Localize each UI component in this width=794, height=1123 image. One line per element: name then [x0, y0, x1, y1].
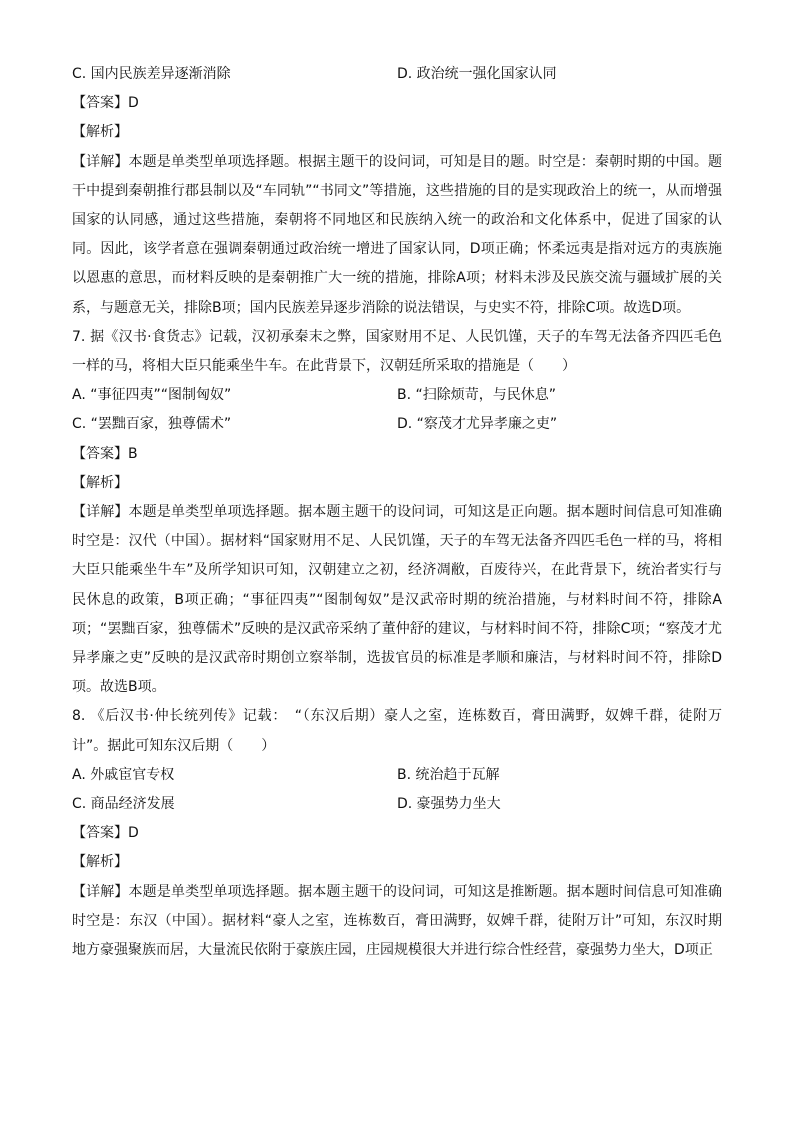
q6-options-cd — [72, 60, 722, 89]
answer-value: D — [128, 825, 139, 842]
answer-value: D — [128, 95, 139, 112]
q7-stem: 7. 据《汉书·食货志》记载，汉初承秦末之弊，国家财用不足、人民饥馑，天子的车驾无法备齐四匹毛色一样的马，将相大臣只能乘坐牛车。在此背景下，汉朝廷所采取的措施是（ ） — [72, 328, 722, 375]
detail-label: 【详解】 — [72, 153, 129, 170]
answer-label: 【答案】 — [72, 825, 128, 842]
q8-option-c[interactable]: C. 商品经济发展 — [72, 796, 175, 813]
q7-analysis-label: 【解析】 — [72, 474, 128, 491]
q7-option-d[interactable]: D. “察茂才尤异孝廉之吏” — [397, 416, 558, 433]
q7-answer — [72, 440, 722, 469]
q8-answer — [72, 819, 722, 848]
answer-label: 【答案】 — [72, 445, 128, 462]
q7-options-ab — [72, 381, 722, 410]
q8-options-cd — [72, 790, 722, 819]
q8-option-a[interactable]: A. 外戚宦官专权 — [72, 766, 175, 783]
detail-text: 本题是单类型单项选择题。据本题主题干的设问词，可知这是推断题。据本题时间信息可知准确时空是：东汉（中国）。据材料“豪人之室，连栋数百，膏田满野，奴婢千群，徒附万计”可知，东汉时期地方豪强聚族而居，大量流民依附于豪族庄园，庄园规模很大并进行综合性经营，豪强势力坐大，D项正 — [72, 883, 723, 959]
q6-detail — [72, 148, 722, 323]
q7-option-a[interactable]: A. “事征四夷”“图制匈奴” — [72, 387, 232, 404]
q6-analysis-label: 【解析】 — [72, 124, 128, 141]
q8-stem: 8. 《后汉书·仲长统列传》记载： “（东汉后期）豪人之室，连栋数百，膏田满野，奴婢千群，徒附万计”。据此可知东汉后期（ ） — [72, 708, 722, 754]
q6-option-d[interactable]: D. 政治统一强化国家认同 — [397, 66, 557, 82]
q7-options-cd — [72, 410, 722, 439]
q7-option-c[interactable]: C. “罢黜百家，独尊儒术” — [72, 416, 232, 433]
document-page — [72, 60, 722, 965]
q6-option-c[interactable]: C. 国内民族差异逐渐消除 — [72, 66, 231, 82]
q8-detail — [72, 878, 722, 966]
detail-label: 【详解】 — [72, 883, 129, 900]
detail-label: 【详解】 — [72, 504, 129, 521]
answer-value: B — [128, 445, 138, 462]
q6-answer — [72, 89, 722, 118]
detail-text: 本题是单类型单项选择题。根据主题干的设问词，可知是目的题。时空是：秦朝时期的中国。题干中提到秦朝推行郡县制以及“车同轨”“书同文”等措施，这些措施的目的是实现政治上的统一，从而增强国家的认同感，通过这些措施，秦朝将不同地区和民族纳入统一的政治和文化体系中，促进了国家的认同。因此，该学者意在强调秦朝通过政治统一增进了国家认同，D项正确；怀柔远夷是指对远方的夷族施以恩惠的意思，而材料反映的是秦朝推广大一统的措施，排除A项；材料未涉及民族交流与疆域扩展的关系，与题意无关，排除B项；国内民族差异逐步消除的说法错误，与史实不符，排除C项。故选D项。 — [72, 153, 723, 316]
q8-options-ab — [72, 761, 722, 790]
answer-label: 【答案】 — [72, 95, 128, 112]
q7-detail — [72, 498, 722, 702]
q7-option-b[interactable]: B. “扫除烦苛，与民休息” — [397, 387, 557, 404]
q8-option-d[interactable]: D. 豪强势力坐大 — [397, 796, 501, 813]
q8-analysis-label: 【解析】 — [72, 854, 128, 871]
q8-option-b[interactable]: B. 统治趋于瓦解 — [397, 766, 500, 783]
detail-text: 本题是单类型单项选择题。据本题主题干的设问词，可知这是正向题。据本题时间信息可知准确时空是：汉代（中国）。据材料“国家财用不足、人民饥馑，天子的车驾无法备齐四匹毛色一样的马，将相大臣只能乘坐牛车”及所学知识可知，汉朝建立之初，经济凋敝，百废待兴，在此背景下，统治者实行与民休息的政策，B项正确；“事征四夷”“图制匈奴”是汉武帝时期的统治措施，与材料时间不符，排除A项；“罢黜百家，独尊儒术”反映的是汉武帝采纳了董仲舒的建议，与材料时间不符，排除C项；“察茂才尤异孝廉之吏”反映的是汉武帝时期创立察举制，选拔官员的标准是孝顺和廉洁，与材料时间不符，排除D项。故选B项。 — [72, 504, 723, 696]
